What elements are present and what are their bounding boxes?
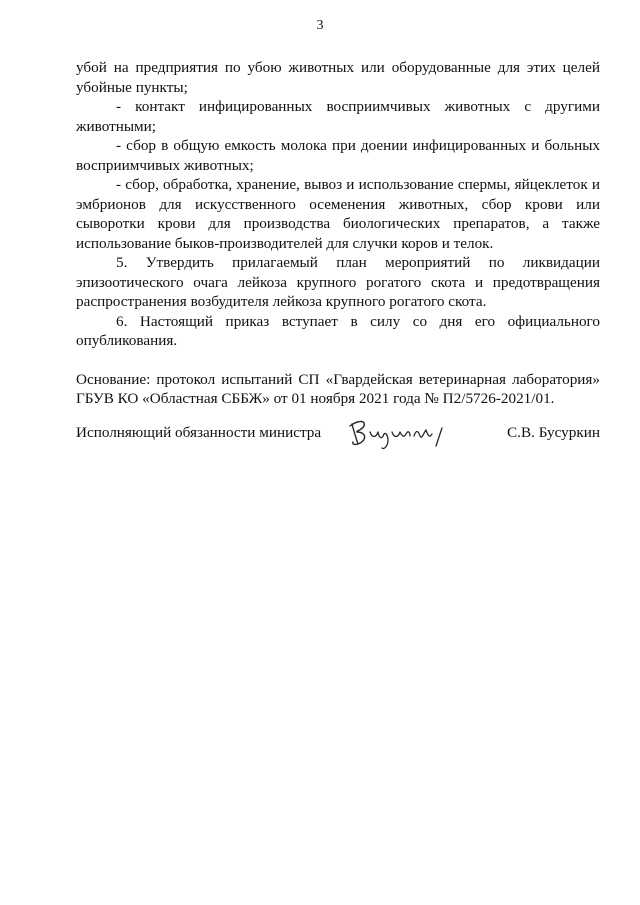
paragraph-item-6: 6. Настоящий приказ вступает в силу со дня его официального опубликования.: [76, 312, 600, 349]
signer-title: Исполняющий обязанности министра: [76, 424, 322, 441]
paragraph-slaughter: убой на предприятия по убою животных или оборудованные для этих целей убойные пункты;: [76, 59, 600, 96]
page-number: 3: [316, 18, 324, 33]
signer-name: С.В. Бусуркин: [507, 424, 600, 441]
paragraph-sperm-collection: - сбор, обработка, хранение, вывоз и использование спермы, яйцеклеток и эмбрионов для искусственного осеменения животных, сбор крови или сыворотки крови для производства биологических препаратов, а также использование быков-производителей для случки коров и телок.: [76, 176, 600, 252]
signature-block: [76, 420, 600, 460]
basis-note: Основание: протокол испытаний СП «Гвардейская ветеринарная лаборатория» ГБУВ КО «Областная СББЖ» от 01 ноября 2021 года № П2/5726-2021/01.: [76, 370, 600, 407]
paragraph-contact: - контакт инфицированных восприимчивых животных с другими животными;: [76, 98, 600, 135]
document-body: [76, 58, 600, 409]
paragraph-item-5: 5. Утвердить прилагаемый план мероприятий по ликвидации эпизоотического очага лейкоза крупного рогатого скота и предотвращения распространения возбудителя лейкоза крупного рогатого скота.: [76, 254, 600, 310]
paragraph-milk-collection: - сбор в общую емкость молока при доении инфицированных и больных восприимчивых животных;: [76, 137, 600, 174]
handwritten-signature: [344, 414, 464, 454]
